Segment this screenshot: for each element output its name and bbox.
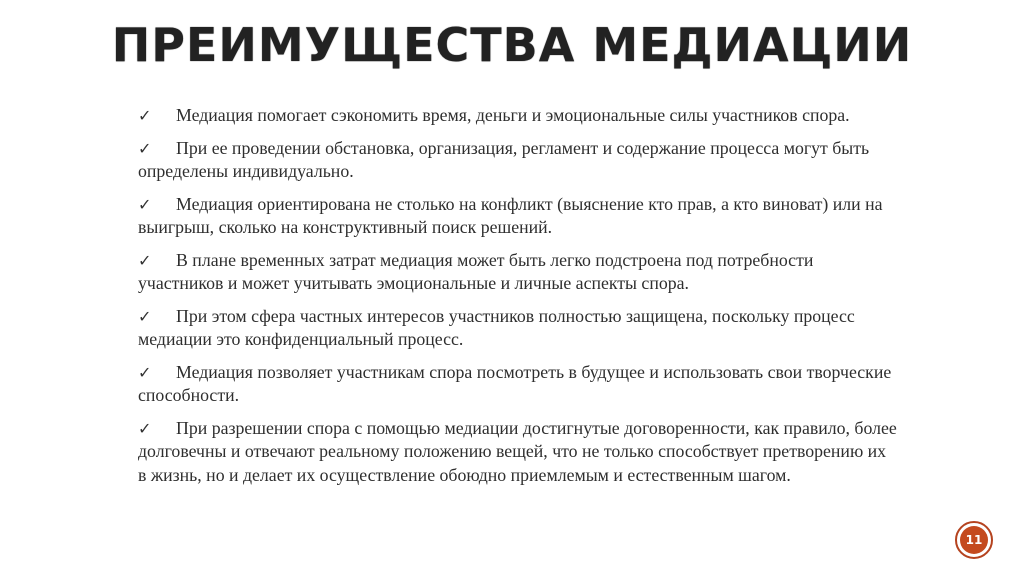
bullet-text: Медиация ориентирована не столько на конфликт (выяснение кто прав, а кто виноват) или на выигрыш, сколько на конструктивный поиск решений.	[138, 193, 883, 237]
bullet-text: Медиация помогает сэкономить время, деньги и эмоциональные силы участников спора.	[176, 105, 850, 125]
check-icon: ✓	[138, 362, 152, 382]
bullet-text: При ее проведении обстановка, организация, регламент и содержание процесса могут быть определены индивидуально.	[138, 137, 870, 181]
bullet-text: При этом сфера частных интересов участников полностью защищена, поскольку процесс медиации это конфиденциальный процесс.	[138, 305, 855, 349]
check-icon: ✓	[138, 250, 152, 270]
slide-title: ПРЕИМУЩЕСТВА МЕДИАЦИИ	[111, 18, 913, 72]
list-item	[138, 137, 898, 184]
list-item	[138, 104, 898, 128]
page-number: 11	[960, 526, 988, 554]
check-icon: ✓	[138, 138, 152, 158]
list-item	[138, 193, 898, 240]
bullet-list	[138, 104, 898, 496]
check-icon: ✓	[138, 194, 152, 214]
check-icon: ✓	[138, 306, 152, 326]
bullet-text: В плане временных затрат медиация может быть легко подстроена под потребности участников и может учитывать эмоциональные и личные аспекты спора.	[138, 249, 814, 293]
list-item	[138, 305, 898, 352]
check-icon: ✓	[138, 106, 152, 125]
check-icon: ✓	[138, 418, 152, 438]
bullet-text: Медиация позволяет участникам спора посмотреть в будущее и использовать свои творческие способности.	[138, 361, 892, 405]
list-item	[138, 249, 898, 296]
list-item	[138, 417, 898, 488]
bullet-text: При разрешении спора с помощью медиации достигнутые договоренности, как правило, более долговечны и отвечают реальному положению вещей, что не только способствует претворению их в жизнь, но и делает их осуществление обоюдно приемлемым и естественным шагом.	[138, 417, 897, 485]
list-item	[138, 361, 898, 408]
page-number-badge	[955, 521, 993, 559]
